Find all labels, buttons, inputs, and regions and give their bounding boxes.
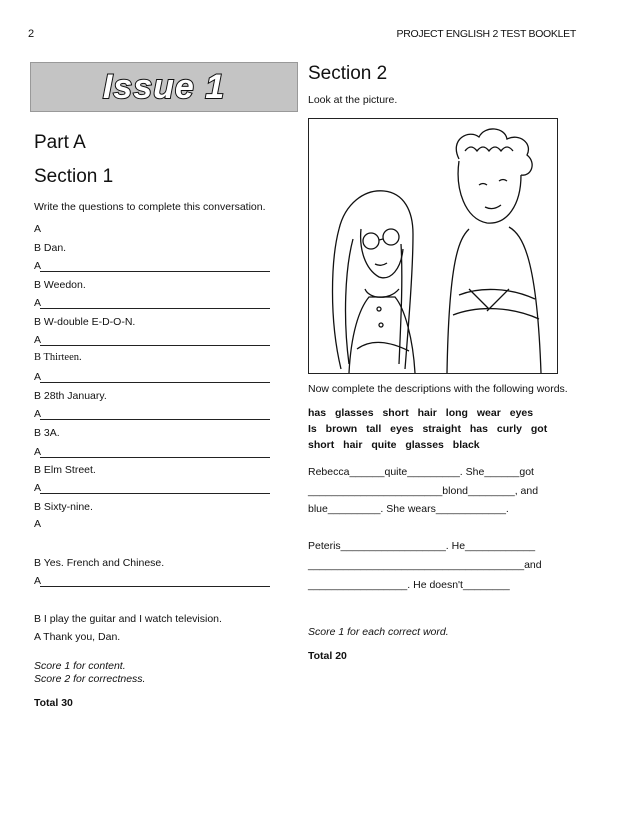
booklet-title: PROJECT ENGLISH 2 TEST BOOKLET (396, 28, 576, 40)
conv-line: A (34, 334, 42, 346)
word-list-line: has glasses short hair long wear eyes (308, 407, 534, 419)
conv-line: B Sixty-nine. (34, 501, 93, 513)
conv-line: A (34, 575, 42, 587)
peteris-line: Peteris__________________. He____________ (308, 540, 536, 552)
conv-line: B 3A. (34, 427, 60, 439)
conv-line: B Thirteen. (34, 352, 82, 363)
conv-line: B 28th January. (34, 390, 107, 402)
section1-heading: Section 1 (34, 166, 114, 187)
conv-line: B I play the guitar and I watch television. (34, 613, 222, 625)
word-list-line: Is brown tall eyes straight has curly got (308, 423, 548, 435)
section1-instruction: Write the questions to complete this conversation. (34, 201, 266, 213)
score-note: Score 2 for correctness. (34, 673, 146, 685)
rebecca-line: _______________________blond________, and (308, 485, 539, 497)
conv-line: A (34, 371, 42, 383)
word-list-line: short hair quite glasses black (308, 439, 480, 451)
answer-line[interactable] (40, 407, 270, 420)
section1-total: Total 30 (34, 697, 73, 709)
complete-instruction: Now complete the descriptions with the following words. (308, 383, 568, 395)
conv-line: A (34, 482, 42, 494)
section2-total: Total 20 (308, 650, 347, 662)
conv-line: B Yes. French and Chinese. (34, 557, 165, 569)
section2-instruction: Look at the picture. (308, 94, 398, 106)
answer-line[interactable] (40, 445, 270, 458)
rebecca-line: Rebecca______quite_________. She______got (308, 466, 534, 478)
conv-line: B Weedon. (34, 279, 86, 291)
conv-line: A (34, 408, 42, 420)
answer-line[interactable] (40, 481, 270, 494)
page-number: 2 (28, 28, 35, 40)
answer-line[interactable] (40, 574, 270, 587)
conv-line: B Dan. (34, 242, 67, 254)
answer-line[interactable] (40, 296, 270, 309)
conv-line: A (34, 297, 42, 309)
issue-title: Issue 1 (102, 67, 226, 106)
rebecca-line: blue_________. She wears____________. (308, 503, 509, 515)
part-heading: Part A (34, 132, 86, 153)
conv-line: B Elm Street. (34, 464, 96, 476)
conv-line: A (34, 446, 42, 458)
score-note: Score 1 for content. (34, 660, 126, 672)
conv-line: A (34, 518, 42, 530)
section2-score: Score 1 for each correct word. (308, 626, 449, 638)
conv-line: B W-double E-D-O-N. (34, 316, 136, 328)
conv-line: A Thank you, Dan. (34, 631, 121, 643)
answer-line[interactable] (40, 370, 270, 383)
illustration-svg (309, 119, 557, 373)
conv-line: A (34, 223, 42, 235)
peteris-line: _________________. He doesn't________ (308, 579, 510, 591)
issue-banner (30, 62, 298, 112)
section2-heading: Section 2 (308, 63, 388, 84)
peteris-line: _____________________________________and (308, 559, 542, 571)
conv-line: A (34, 260, 42, 272)
answer-line[interactable] (40, 259, 270, 272)
answer-line[interactable] (40, 333, 270, 346)
illustration-girl-and-boy (308, 118, 558, 374)
